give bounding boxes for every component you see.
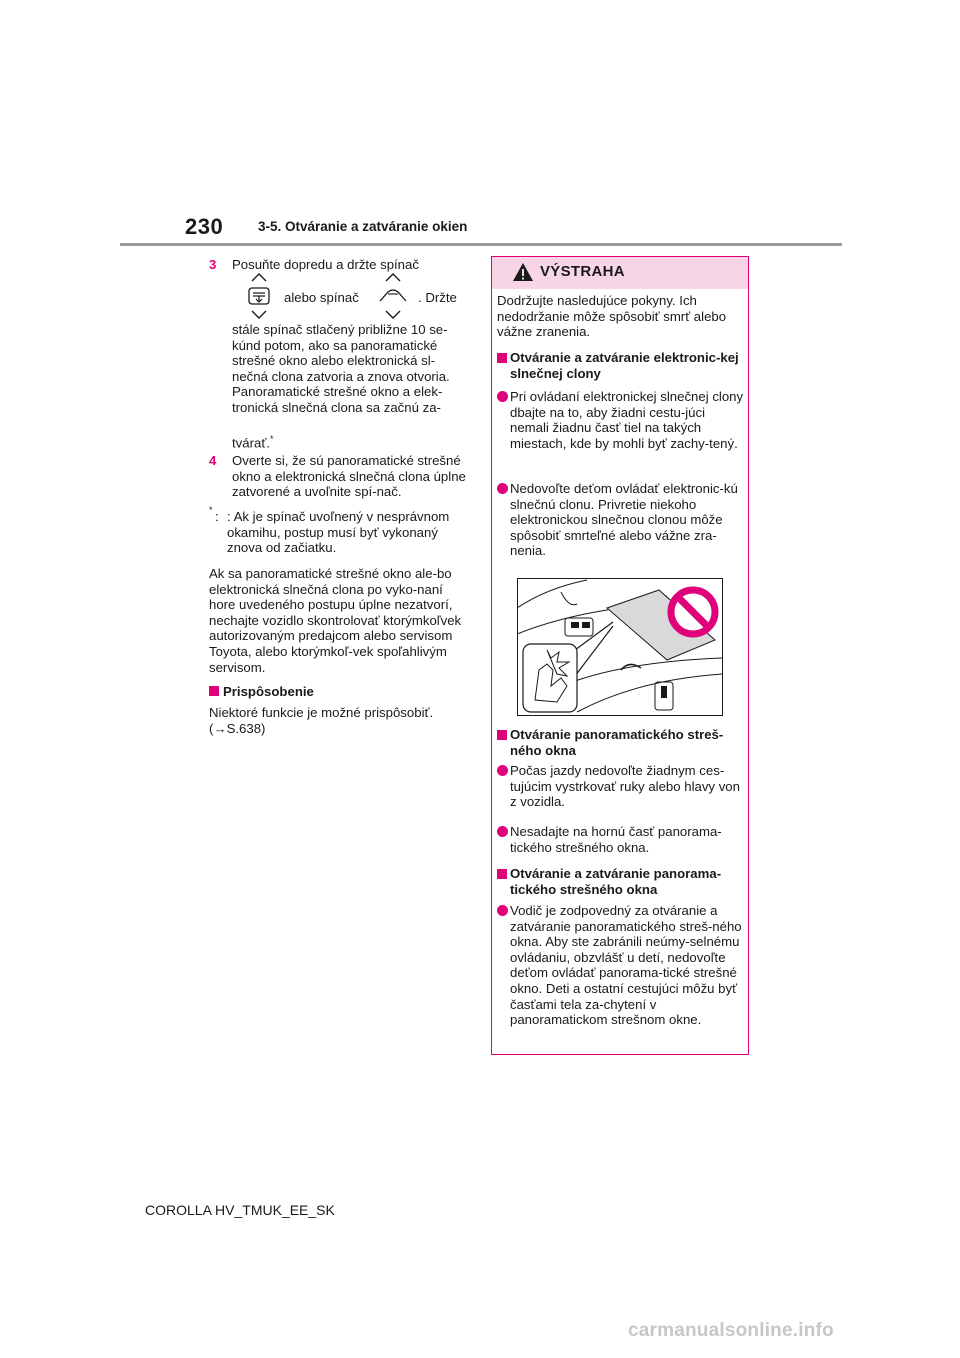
square-bullet-icon [497,869,507,879]
footnote-mark: * [269,434,274,444]
warning-title: VÝSTRAHA [540,263,625,280]
square-bullet-icon [497,353,507,363]
watermark[interactable]: carmanualsonline.info [628,1320,834,1341]
info-paragraph: Ak sa panoramatické strešné okno ale-bo elektronická slnečná clona po vyko-naní hore uvedeného postupu úplne nezatvorí, nechajte vozidlo skontrolovať ktorýmkoľvek autorizovaným predajcom alebo servisom Toyota, alebo ktorýmkoľ-vek spoľahlivým servisom. [209,566,462,675]
footnote-text: : Ak je spínač uvoľnený v nesprávnom okamihu, postup musí byť vykonaný znova od začiatku. [227,509,450,556]
customization-text: Niektoré funkcie je možné prispôsobiť. [209,705,434,720]
round-bullet-icon [497,391,508,402]
step-3-mid1: alebo spínač [284,290,359,305]
round-bullet-icon [497,905,508,916]
sunshade-switch-icon [243,272,275,322]
step-3-last: tvárať. [232,435,270,451]
step-4-text: Overte si, že sú panoramatické strešné okno a elektronická slnečná clona úplne zatvorené a uvoľnite spí-nač. [232,453,466,500]
step-4 [209,453,467,517]
square-bullet-icon [209,686,219,696]
step-3-body [209,322,467,426]
section-title: 3-5. Otváranie a zatváranie okien [258,219,468,234]
round-bullet-icon [497,483,508,494]
footnote-mark: * [209,505,213,515]
sunshade-pinch-illustration [517,578,723,716]
step-3-end [209,432,467,450]
round-bullet-icon [497,765,508,776]
customization-ref[interactable]: (→S.638) [209,721,266,736]
sliding-roof-switch-icon [376,272,410,322]
customization-heading-text: Prispôsobenie [223,684,314,699]
step-3-mid2: . Držte [418,290,457,305]
step-3 [209,257,467,273]
warning-triangle-icon [512,262,534,282]
square-bullet-icon [497,730,507,740]
footer-model: COROLLA HV_TMUK_EE_SK [145,1202,335,1218]
warning-intro: Dodržujte nasledujúce pokyny. Ich nedodržanie môže spôsobiť smrť alebo vážne zranenia. [497,293,727,340]
page-number: 230 [185,214,224,239]
customization-heading [209,684,465,700]
step-number: 4 [209,453,217,468]
header-rule [120,243,842,246]
round-bullet-icon [497,826,508,837]
step-number: 3 [209,257,217,272]
step-3-line1: Posuňte dopredu a držte spínač [232,257,419,272]
step-3-text: stále spínač stlačený približne 10 se-kúnd potom, ako sa panoramatické strešné okno alebo elektronická sl-nečná clona zatvoria a znova otvoria. Panoramatické strešné okno a elek-tronická slnečná clona sa začnú za- [232,322,450,415]
